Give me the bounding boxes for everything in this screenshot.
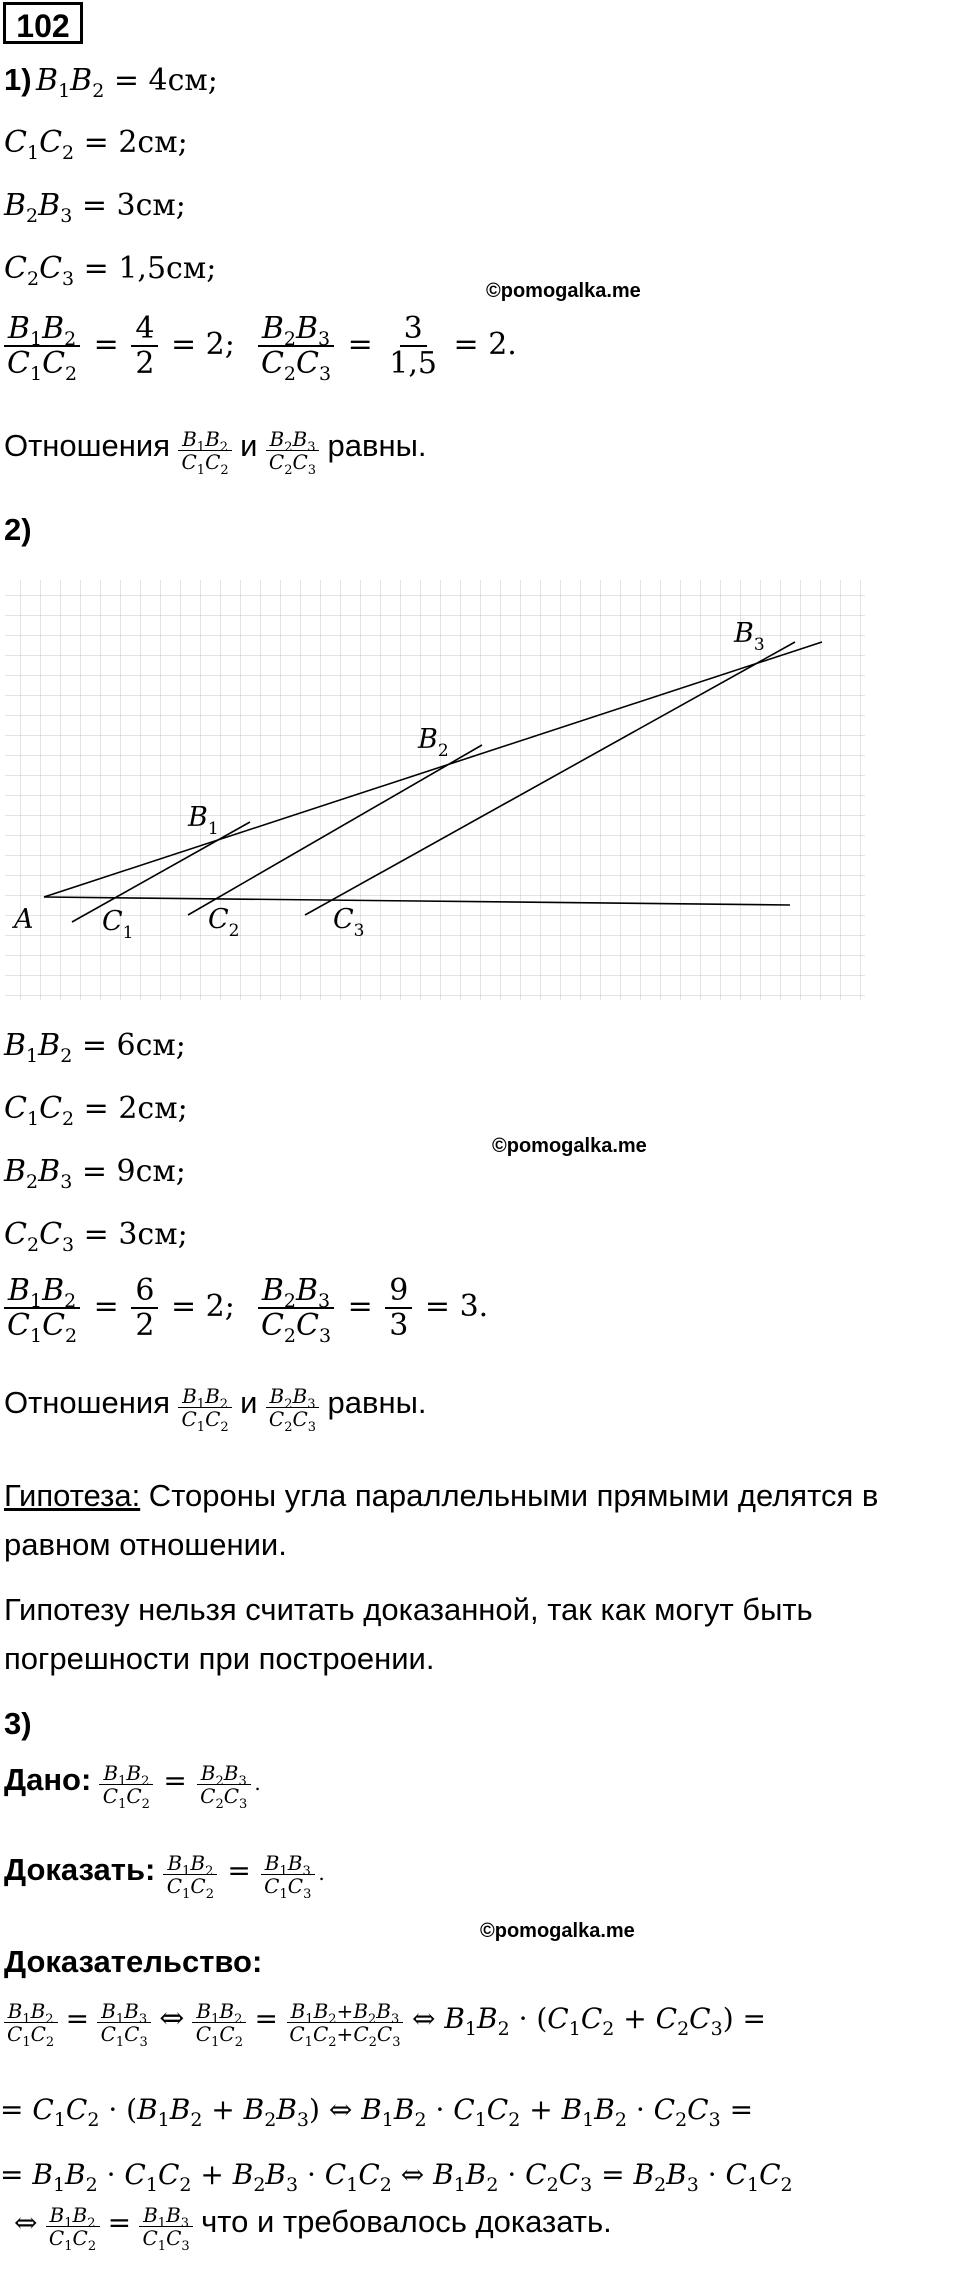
proof-label: Доказательство: xyxy=(4,1944,263,1979)
part1-line-c2c3: $C_2C_3 = 1,5см$; xyxy=(4,251,217,290)
hypothesis-label: Гипотеза: xyxy=(4,1478,141,1513)
part1-relation: Отношения $\frac{B_1B_2}{C_1C_2}$ и $\frac{B_2B_3}{C_2C_3}$ равны. xyxy=(4,427,427,478)
part1-ratio1-den: 2 xyxy=(135,346,155,381)
proof-line4: ⇔ $\frac{B_1B_2}{C_1C_2}$ = $\frac{B_1B_3}{C_1C_3}$ что и требовалось доказать. xyxy=(14,2203,612,2254)
hypothesis-note2: погрешности при построении. xyxy=(4,1641,435,1676)
part1-ratios: $\frac{B_1B_2}{C_1C_2}$ = $\frac{4}{2}$ = 2; $\frac{B_2B_3}{C_2C_3}$ = $\frac{3}{1,5}$ = 2. xyxy=(0,312,517,380)
part1-ratio1-num: 4 xyxy=(131,312,158,347)
conclusion: что и требовалось доказать. xyxy=(201,2204,612,2239)
part2-relation: Отношения $\frac{B_1B_2}{C_1C_2}$ и $\frac{B_2B_3}{C_2C_3}$ равны. xyxy=(4,1384,427,1435)
part1-ratio2-den: 1,5 xyxy=(389,346,437,381)
proof-line3: = $B_1B_2 \cdot C_1C_2 + B_2B_3 \cdot C_1C_2$ ⇔ $B_1B_2 \cdot C_2C_3 = B_2B_3 \cdot C_1C_2$ xyxy=(0,2158,793,2196)
hypothesis-line1: Гипотеза: Стороны угла параллельными прямыми делятся в xyxy=(4,1478,879,1513)
part1-ratio2-val: 2. xyxy=(488,327,517,362)
part1-b2b3-value: 3см; xyxy=(116,188,186,223)
part2-ratio1-val: 2; xyxy=(205,1289,235,1324)
part1-rel-and: и xyxy=(240,428,258,463)
label-b3: $B_3$ xyxy=(734,618,765,655)
part3-label: 3) xyxy=(4,1706,32,1741)
part1-line-c1c2: $C_1C_2 = 2см$; xyxy=(4,125,188,164)
part2-ratio1-num: 6 xyxy=(131,1274,158,1309)
part1-rel-suffix: равны. xyxy=(327,428,427,463)
hypothesis-note1: Гипотезу нельзя считать доказанной, так как могут быть xyxy=(4,1592,813,1627)
label-c2: $C_2$ xyxy=(208,904,240,941)
proof-line2: = $C_1C_2 \cdot (B_1B_2 + B_2B_3)$ ⇔ $B_1B_2 \cdot C_1C_2 + B_1B_2 \cdot C_2C_3$ = xyxy=(0,2093,754,2131)
to-prove: Доказать: $\frac{B_1B_2}{C_1C_2}$ = $\frac{B_1B_3}{C_1C_3}$ . xyxy=(4,1851,325,1902)
given-label: Дано: xyxy=(4,1762,92,1797)
watermark: ©pomogalka.me xyxy=(480,1920,635,1942)
part1-c1c2-value: 2см; xyxy=(118,125,188,160)
part2-b2b3-value: 9см; xyxy=(116,1154,186,1189)
part2-ratio1-den: 2 xyxy=(135,1308,155,1343)
part2-line-b1b2: $B_1B_2 = 6см$; xyxy=(4,1028,186,1067)
problem-number: 102 xyxy=(3,2,83,44)
prove-label: Доказать: xyxy=(4,1852,156,1887)
given: Дано: $\frac{B_1B_2}{C_1C_2}$ = $\frac{B_2B_3}{C_2C_3}$ . xyxy=(4,1761,261,1812)
label-c3: $C_3$ xyxy=(333,904,365,941)
part2-ratio2-den: 3 xyxy=(389,1308,409,1343)
part2-rel-prefix: Отношения xyxy=(4,1385,171,1420)
label-b2: $B_2$ xyxy=(418,724,449,761)
part1-rel-prefix: Отношения xyxy=(4,428,171,463)
part2-c1c2-value: 2см; xyxy=(118,1091,188,1126)
construction-drawing xyxy=(0,575,870,1005)
part2-b1b2-value: 6см; xyxy=(116,1028,186,1063)
proof-line1: $\frac{B_1B_2}{C_1C_2}$ = $\frac{B_1B_3}{C_1C_3}$ ⇔ $\frac{B_1B_2}{C_1C_2}$ = $\frac{B_1B_2+B_2B_3}{C_1C_2+C_2C_3}$ ⇔ $B_1B_2 \cdot (C_1C_2 + C_2C_3)$ = xyxy=(0,2000,766,2045)
part2-line-c2c3: $C_2C_3 = 3см$; xyxy=(4,1217,188,1256)
hypothesis-line2: равном отношении. xyxy=(4,1527,287,1562)
part1-line-b1b2: 1) $B_1B_2 = 4см$; xyxy=(4,62,218,102)
part1-b1b2-value: 4см; xyxy=(148,63,218,98)
part1-c2c3-value: 1,5см; xyxy=(118,251,217,286)
part2-ratio2-val: 3. xyxy=(459,1289,489,1324)
watermark: ©pomogalka.me xyxy=(486,280,641,302)
part2-line-b2b3: $B_2B_3 = 9см$; xyxy=(4,1154,186,1193)
watermark: ©pomogalka.me xyxy=(492,1135,647,1157)
part2-rel-suffix: равны. xyxy=(327,1385,427,1420)
part2-ratio2-num: 9 xyxy=(385,1274,412,1309)
part1-ratio1-val: 2; xyxy=(205,327,235,362)
part2-line-c1c2: $C_1C_2 = 2см$; xyxy=(4,1091,188,1130)
label-b1: $B_1$ xyxy=(188,802,219,839)
part1-ratio2-num: 3 xyxy=(400,312,427,347)
part1-line-b2b3: $B_2B_3 = 3см$; xyxy=(4,188,186,227)
part2-c2c3-value: 3см; xyxy=(118,1217,188,1252)
part2-rel-and: и xyxy=(240,1385,258,1420)
label-c1: $C_1$ xyxy=(102,906,134,943)
part2-ratios: $\frac{B_1B_2}{C_1C_2}$ = $\frac{6}{2}$ = 2; $\frac{B_2B_3}{C_2C_3}$ = $\frac{9}{3}$ = 3. xyxy=(0,1274,488,1342)
part1-label: 1) xyxy=(4,62,32,97)
part2-label: 2) xyxy=(4,512,32,547)
label-a: A xyxy=(14,904,34,935)
